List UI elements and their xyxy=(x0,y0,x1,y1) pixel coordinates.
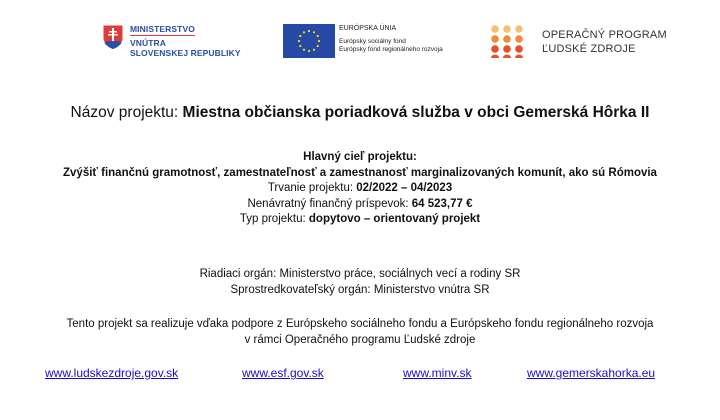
duration-label: Trvanie projektu: xyxy=(267,182,357,194)
support-line2: v rámci Operačného programu Ľudské zdroje xyxy=(244,334,476,346)
project-details xyxy=(0,150,720,228)
slovak-coat-of-arms-icon xyxy=(102,24,124,50)
project-name xyxy=(0,104,720,122)
organizations xyxy=(0,266,720,298)
link-gemerskahorka[interactable]: www.gemerskahorka.eu xyxy=(527,366,656,380)
oplz-line2: ĽUDSKÉ ZDROJE xyxy=(542,43,636,55)
people-dots-icon xyxy=(490,24,526,60)
intermediate-body: Sprostredkovateľský orgán: Ministerstvo vnútra SR xyxy=(230,284,490,296)
links-row xyxy=(0,366,720,386)
eu-flag-icon xyxy=(283,24,335,58)
link-ludskezdroje[interactable]: www.ludskezdroje.gov.sk xyxy=(45,366,179,380)
duration-value: 02/2022 – 04/2023 xyxy=(356,182,453,194)
link-esf[interactable]: www.esf.gov.sk xyxy=(242,366,324,380)
logo-header xyxy=(0,0,720,80)
managing-authority: Riadiaci orgán: Ministerstvo práce, sociálnych vecí a rodiny SR xyxy=(199,268,521,280)
project-name-value: Miestna občianska poriadková služba v obci Gemerská Hôrka II xyxy=(182,104,650,121)
eu-fund-esf: Európsky sociálny fond xyxy=(339,38,406,45)
eu-title: EURÓPSKA ÚNIA xyxy=(339,25,397,32)
project-name-label: Názov projektu: xyxy=(70,104,183,121)
contribution-label: Nenávratný finančný príspevok: xyxy=(247,197,412,210)
goal-label: Hlavný cieľ projektu: xyxy=(303,151,417,163)
oplz-line1: OPERAČNÝ PROGRAM xyxy=(542,29,667,41)
ministry-line3: SLOVENSKEJ REPUBLIKY xyxy=(130,48,241,58)
ministry-line2: VNÚTRA xyxy=(130,38,167,48)
link-minv[interactable]: www.minv.sk xyxy=(403,366,472,380)
contribution-value: 64 523,77 € xyxy=(411,197,473,210)
goal-value: Zvýšiť finančnú gramotnosť, zamestnateľnosť a zamestnanosť marginalizovaných komunít, ako sú Rómovia xyxy=(63,166,657,179)
eu-fund-erdf: Európsky fond regionálneho rozvoja xyxy=(339,46,443,53)
type-value: dopytovo – orientovaný projekt xyxy=(308,213,481,225)
support-line1: Tento projekt sa realizuje vďaka podpore z Európskeho sociálneho fondu a Európskeho fondu regionálneho rozvoja xyxy=(66,318,654,330)
type-label: Typ projektu: xyxy=(239,213,309,225)
ministry-line1: MINISTERSTVO xyxy=(130,24,195,34)
support-statement xyxy=(0,316,720,348)
